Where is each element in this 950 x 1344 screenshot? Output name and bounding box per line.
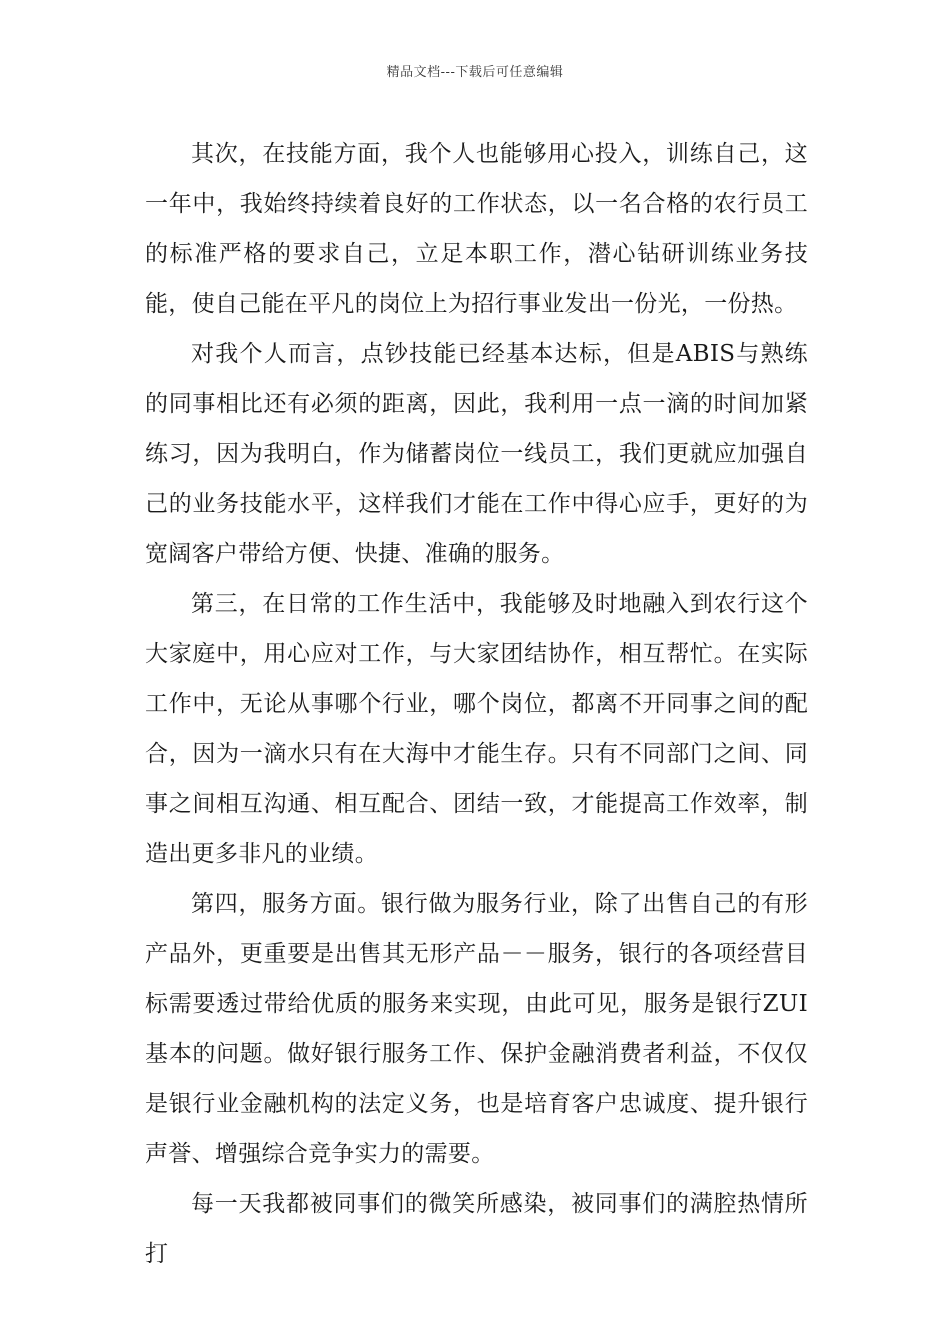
paragraph-skills: 其次，在技能方面，我个人也能够用心投入，训练自己，这一年中，我始终持续着良好的工作状态，以一名合格的农行员工的标准严格的要求自己，立足本职工作，潜心钻研训练业务技能，使自己能在平凡的岗位上为招行事业发出一份光，一份热。 xyxy=(145,141,808,317)
paragraph-service: 第四，服务方面。银行做为服务行业，除了出售自己的有形产品外，更重要是出售其无形产品－－服务，银行的各项经营目标需要透过带给优质的服务来实现，由此可见，服务是银行ZUI基本的问题。做好银行服务工作、保护金融消费者利益，不仅仅是银行业金融机构的法定义务，也是培育客户忠诚度、提升银行声誉、增强综合竞争实力的需要。 xyxy=(145,891,808,1167)
paragraph-teamwork: 第三，在日常的工作生活中，我能够及时地融入到农行这个大家庭中，用心应对工作，与大家团结协作，相互帮忙。在实际工作中，无论从事哪个行业，哪个岗位，都离不开同事之间的配合，因为一滴水只有在大海中才能生存。只有不同部门之间、同事之间相互沟通、相互配合、团结一致，才能提高工作效率，制造出更多非凡的业绩。 xyxy=(145,591,808,867)
document-body xyxy=(145,129,808,1279)
paragraph-cash-counting: 对我个人而言，点钞技能已经基本达标，但是ABIS与熟练的同事相比还有必须的距离，因此，我利用一点一滴的时间加紧练习，因为我明白，作为储蓄岗位一线员工，我们更就应加强自己的业务技能水平，这样我们才能在工作中得心应手，更好的为宽阔客户带给方便、快捷、准确的服务。 xyxy=(145,341,808,567)
paragraph-daily-inspiration: 每一天我都被同事们的微笑所感染，被同事们的满腔热情所打 xyxy=(145,1191,808,1267)
page-header: 精品文档---下载后可任意编辑 xyxy=(386,65,564,80)
